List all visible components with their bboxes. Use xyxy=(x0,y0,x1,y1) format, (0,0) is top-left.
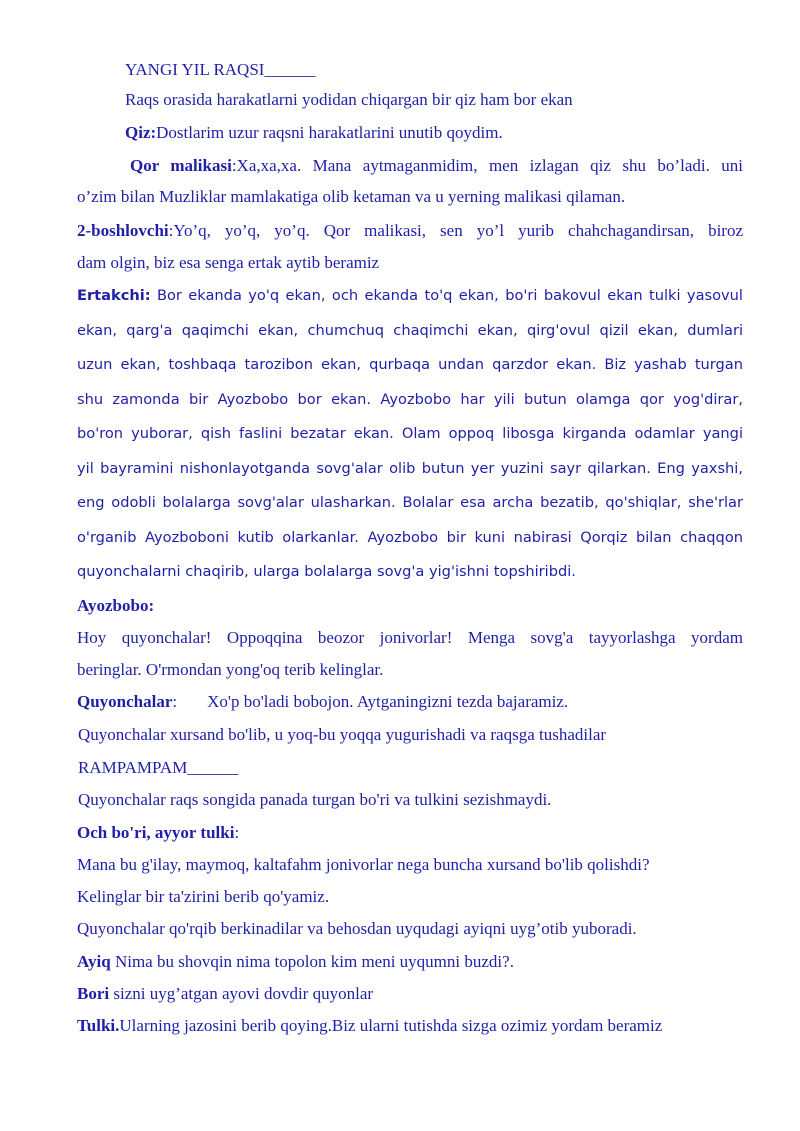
speaker-och-bori-ayyor-tulki: Och bo'ri, ayyor tulki xyxy=(77,823,235,842)
speaker-boshlovchi: 2-boshlovchi xyxy=(77,221,169,240)
tulki-line xyxy=(77,1016,662,1036)
stage-direction-3: Quyonchalar qo'rqib berkinadilar va behosdan uyqudagi ayiqni uyg’otib yuboradi. xyxy=(77,919,637,938)
rampampam-line: RAMPAMPAM______ xyxy=(78,758,239,777)
ertakchi-line-9: quyonchalarni chaqirib, ularga bolalarga sovg'a yig'ishni topshiribdi. xyxy=(77,563,576,580)
speaker-ayozbobo: Ayozbobo: xyxy=(77,596,155,615)
speaker-quyonchalar: Quyonchalar xyxy=(77,692,173,711)
ertakchi-line-6: yil bayramini nishonlayotganda sovg'alar olib butun yer yuzini sayr qilarkan. Eng yaxshi, xyxy=(77,460,743,477)
ertakchi-line-8: o'rganib Ayozboboni kutib olarkanlar. Ayozbobo bir kuni nabirasi Qorqiz bilan chaqqon xyxy=(77,529,743,546)
bori-line xyxy=(77,984,373,1004)
boshlovchi-line-1 xyxy=(77,221,743,241)
quyonchalar-line xyxy=(77,692,568,712)
boshlovchi-text-1: :Yo’q, yo’q, yo’q. Qor malikasi, sen yo’l yurib chahchagandirsan, biroz xyxy=(168,221,743,240)
speaker-ertakchi: Ertakchi: xyxy=(77,287,151,304)
ayozbobo-line-1: Hoy quyonchalar! Oppoqqina beozor jonivorlar! Menga sovg'a tayyorlashga yordam xyxy=(77,628,743,647)
quyonchalar-colon: : xyxy=(172,692,178,711)
ayiq-line xyxy=(77,952,514,972)
tulki-text: Ularning jazosini berib qoying.Biz ularni tutishda sizga ozimiz yordam beramiz xyxy=(119,1016,663,1035)
ertakchi-line-4: shu zamonda bir Ayozbobo bor ekan. Ayozbobo har yili butun olamga qor yog'dirar, xyxy=(77,391,743,408)
quyonchalar-text: Xo'p bo'ladi bobojon. Aytganingizni tezda bajaramiz. xyxy=(207,692,569,711)
och-bori-line-1: Mana bu g'ilay, maymoq, kaltafahm jonivorlar nega buncha xursand bo'lib qolishdi? xyxy=(77,855,650,874)
ertakchi-line-7: eng odobli bolalarga sovg'alar ulasharkan. Bolalar esa archa bezatib, qo'shiqlar, she'rlar xyxy=(77,494,743,511)
stage-direction-2: Quyonchalar raqs songida panada turgan bo'ri va tulkini sezishmaydi. xyxy=(78,790,552,809)
ertakchi-line-3: uzun ekan, toshbaqa tarozibon ekan, qurbaqa undan qarzdor ekan. Biz yashab turgan xyxy=(77,356,743,373)
ertakchi-line-5: bo'ron yuborar, qish faslini bezatar ekan. Olam oppoq libosga kirganda odamlar yangi xyxy=(77,425,743,442)
ayiq-text: Nima bu shovqin nima topolon kim meni uyqumni buzdi?. xyxy=(110,952,514,971)
speaker-qiz: Qiz: xyxy=(125,123,157,142)
bori-text: sizni uyg’atgan ayovi dovdir quyonlar xyxy=(109,984,374,1003)
speaker-bori: Bori xyxy=(77,984,110,1003)
title: YANGI YIL RAQSI______ xyxy=(125,60,316,79)
ertakchi-line-2: ekan, qarg'a qaqimchi ekan, chumchuq chaqimchi ekan, qirg'ovul qizil ekan, dumlari xyxy=(77,322,743,339)
ertakchi-line-1 xyxy=(77,287,743,304)
ertakchi-text-1: Bor ekanda yo'q ekan, och ekanda to'q ekan, bo'ri bakovul ekan tulki yasovul xyxy=(150,287,743,304)
qiz-line xyxy=(125,123,503,143)
qor-line-1 xyxy=(130,156,743,176)
qiz-text: Dostlarim uzur raqsni harakatlarini unutib qoydim. xyxy=(156,123,503,142)
boshlovchi-line-2: dam olgin, biz esa senga ertak aytib beramiz xyxy=(77,253,380,272)
speaker-tulki: Tulki. xyxy=(77,1016,120,1035)
och-bori-heading xyxy=(77,823,239,843)
och-bori-line-2: Kelinglar bir ta'zirini berib qo'yamiz. xyxy=(77,887,330,906)
ayozbobo-heading xyxy=(77,596,154,616)
och-bori-colon: : xyxy=(234,823,240,842)
qor-line-2: o’zim bilan Muzliklar mamlakatiga olib ketaman va u yerning malikasi qilaman. xyxy=(77,187,626,206)
speaker-qor-malikasi: Qor malikasi xyxy=(130,156,232,175)
stage-direction-1: Quyonchalar xursand bo'lib, u yoq-bu yoqqa yugurishadi va raqsga tushadilar xyxy=(78,725,607,744)
ayozbobo-line-2: beringlar. O'rmondan yong'oq terib kelinglar. xyxy=(77,660,384,679)
intro-line: Raqs orasida harakatlarni yodidan chiqargan bir qiz ham bor ekan xyxy=(125,90,573,109)
qor-text-1: :Xa,xa,xa. Mana aytmaganmidim, men izlagan qiz shu bo’ladi. uni xyxy=(231,156,743,175)
speaker-ayiq: Ayiq xyxy=(77,952,111,971)
